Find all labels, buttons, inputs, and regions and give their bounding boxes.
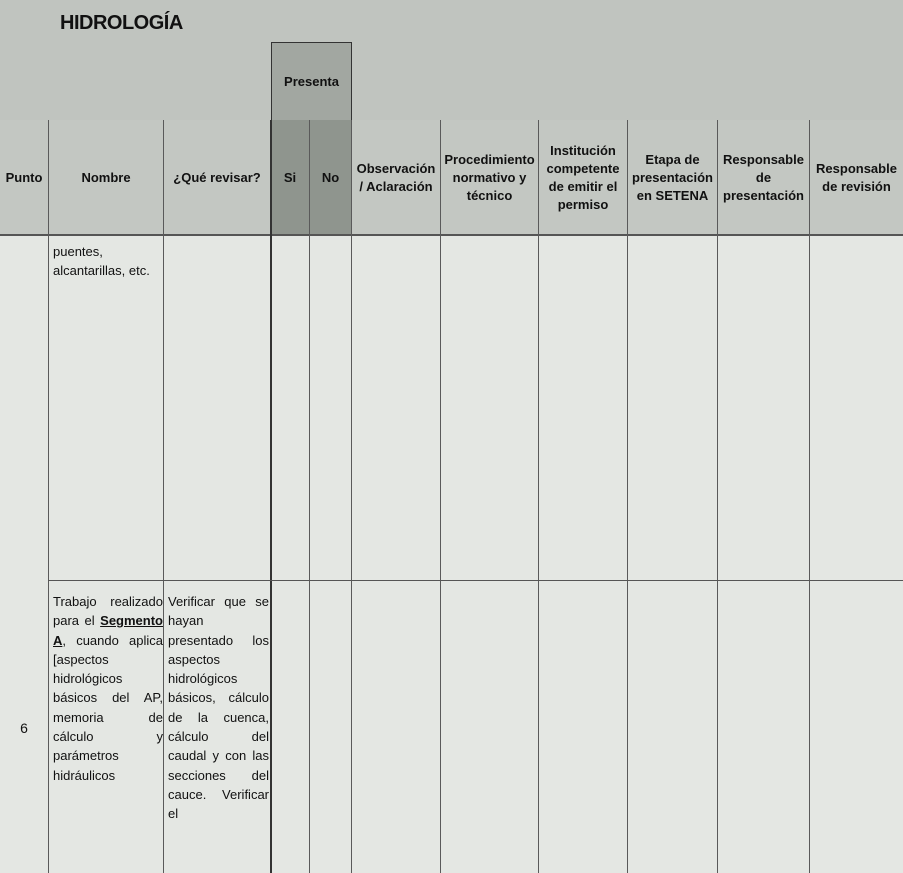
column-divider bbox=[351, 120, 352, 873]
nombre-line: alcantarillas, etc. bbox=[53, 263, 150, 279]
table-row-nombre bbox=[53, 592, 163, 785]
row-number: 6 bbox=[20, 720, 28, 736]
column-divider bbox=[627, 120, 628, 873]
nombre-line: puentes, bbox=[53, 244, 103, 259]
table-row-continuation-nombre bbox=[53, 242, 161, 281]
nombre-text-start: Trabajo realizado para el bbox=[53, 594, 163, 629]
header-punto: Punto bbox=[0, 120, 49, 235]
header-observacion: Observación / Aclaración bbox=[352, 120, 441, 235]
header-que-revisar: ¿Qué revisar? bbox=[164, 120, 271, 235]
header-responsable-revision: Responsable de revisión bbox=[810, 120, 903, 235]
header-si: Si bbox=[271, 120, 310, 235]
table-row-que-revisar: Verificar que se hayan presentado los aspectos hidrológicos básicos, cálculo de la cuenca, cálculo del caudal y con las secciones del cauce. Verificar el bbox=[168, 594, 269, 822]
row-divider bbox=[48, 580, 903, 581]
column-divider bbox=[717, 120, 718, 873]
section-title: HIDROLOGÍA bbox=[60, 12, 183, 34]
column-divider bbox=[440, 120, 441, 873]
column-divider bbox=[48, 120, 49, 873]
header-divider bbox=[0, 234, 903, 236]
column-divider bbox=[270, 120, 272, 873]
segment-highlight: Segmento A bbox=[53, 613, 163, 648]
column-divider bbox=[309, 120, 310, 873]
column-divider bbox=[163, 120, 164, 873]
header-no: No bbox=[310, 120, 352, 235]
presenta-group-header: Presenta bbox=[271, 42, 352, 120]
column-divider bbox=[809, 120, 810, 873]
nombre-text-end: , cuando aplica [aspectos hidrológicos básicos del AP, memoria de cálculo y parámetros hidráulicos bbox=[53, 632, 163, 783]
header-etapa: Etapa de presentación en SETENA bbox=[628, 120, 718, 235]
header-institucion: Institución competente de emitir el permiso bbox=[539, 120, 628, 235]
column-divider bbox=[538, 120, 539, 873]
header-responsable-presentacion: Responsable de presentación bbox=[718, 120, 810, 235]
header-nombre: Nombre bbox=[49, 120, 164, 235]
header-procedimiento: Procedimiento normativo y técnico bbox=[441, 120, 539, 235]
